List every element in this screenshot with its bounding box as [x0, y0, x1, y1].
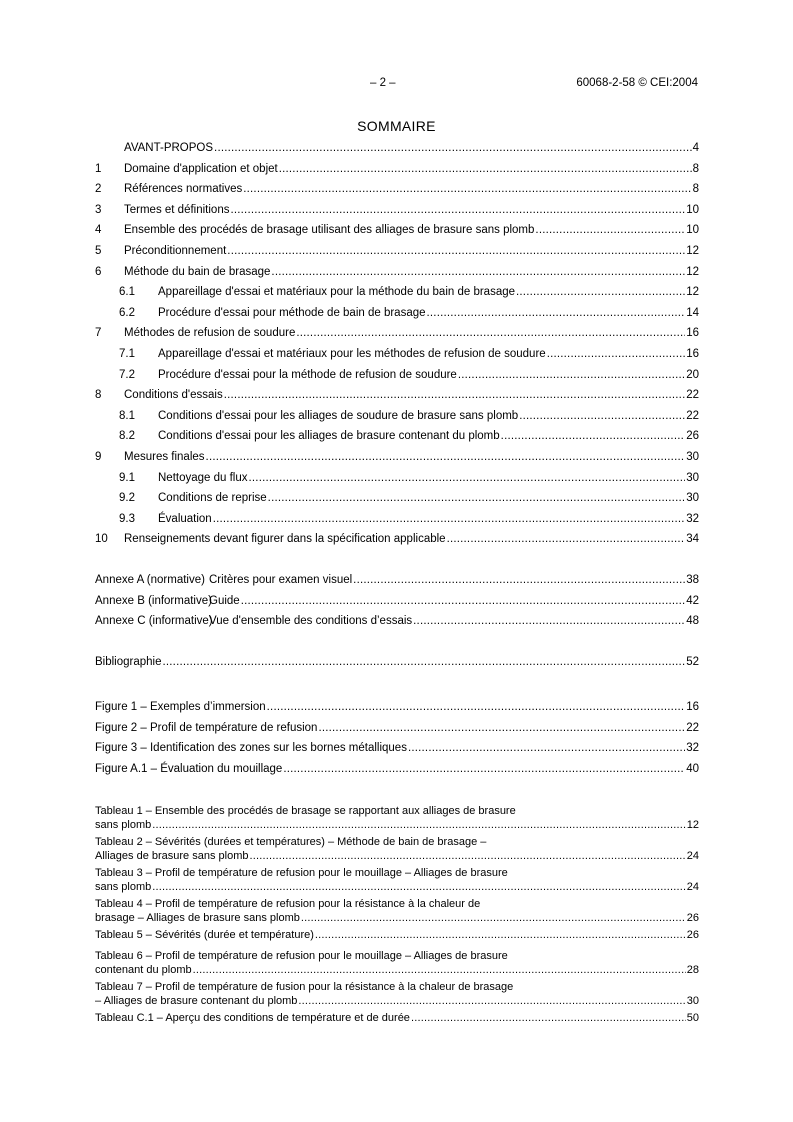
entry-page-number: 16 [686, 327, 699, 340]
annex-label: Annexe A (normative) [95, 574, 205, 586]
toc-table-entry[interactable] [95, 897, 699, 928]
page-title: SOMMAIRE [357, 118, 436, 134]
dot-leader [535, 223, 685, 237]
toc-subentry[interactable] [95, 471, 699, 492]
dot-leader [249, 849, 685, 863]
entry-title: Figure 1 – Exemples d’immersion [95, 701, 266, 713]
toc-bibliography [95, 655, 699, 676]
toc-subentry[interactable] [95, 347, 699, 368]
entry-title: Tableau C.1 – Aperçu des conditions de température et de durée [95, 1011, 410, 1024]
entry-title: Guide [209, 594, 240, 607]
entry-page-number: 38 [686, 574, 699, 586]
entry-title: Procédure d'essai pour la méthode de refusion de soudure [158, 368, 457, 381]
dot-leader [447, 532, 686, 546]
entry-number: 9.1 [119, 471, 135, 484]
dot-leader [516, 285, 685, 299]
entry-page-number: 14 [686, 306, 699, 319]
dot-leader [501, 429, 686, 443]
toc-bibliography-entry[interactable] [95, 655, 699, 676]
entry-number: 5 [95, 244, 102, 257]
entry-page-number: 30 [686, 492, 699, 505]
dot-leader [152, 880, 685, 894]
annex-label: Annexe C (informative) [95, 615, 213, 628]
entry-title: Références normatives [124, 183, 243, 196]
entry-page-number: 10 [686, 224, 699, 237]
toc-figure-entry[interactable] [95, 741, 699, 762]
entry-title: Vue d'ensemble des conditions d’essais [209, 615, 413, 628]
entry-title: Figure 2 – Profil de température de refusion [95, 721, 318, 734]
dot-leader [547, 347, 686, 361]
entry-page-number: 22 [686, 721, 699, 734]
entry-page-number: 52 [686, 656, 699, 668]
toc-entry[interactable] [95, 326, 699, 347]
dot-leader [241, 594, 686, 608]
entry-number: 8 [95, 389, 102, 402]
entry-title: Bibliographie [95, 656, 162, 668]
dot-leader [163, 655, 686, 669]
dot-leader [458, 368, 685, 382]
entry-title: Termes et définitions [124, 203, 230, 216]
dot-leader [427, 306, 686, 320]
entry-number: 1 [95, 162, 102, 175]
toc-table-entry[interactable] [95, 1011, 699, 1032]
entry-page-number: 12 [686, 244, 699, 257]
entry-page-number: 26 [686, 929, 699, 941]
toc-table-entry[interactable] [95, 835, 699, 866]
entry-number: 8.2 [119, 430, 135, 443]
toc-entry[interactable] [95, 203, 699, 224]
entry-number: 8.1 [119, 409, 135, 422]
entry-page-number: 4 [692, 142, 699, 154]
document-reference: 60068-2-58 © CEI:2004 [576, 77, 698, 89]
toc-entry[interactable] [95, 244, 699, 265]
dot-leader [243, 182, 691, 196]
entry-title: Préconditionnement [124, 244, 227, 257]
entry-title: AVANT-PROPOS [124, 142, 214, 154]
toc-figure-list [95, 700, 699, 782]
toc-figure-entry[interactable] [95, 721, 699, 742]
entry-page-number: 32 [686, 742, 699, 755]
entry-title: Figure A.1 – Évaluation du mouillage [95, 762, 283, 775]
entry-title: Méthode du bain de brasage [124, 265, 271, 278]
dot-leader [230, 203, 685, 217]
dot-leader [296, 326, 685, 340]
toc-subentry[interactable] [95, 368, 699, 389]
entry-number: 2 [95, 183, 102, 196]
entry-page-number: 42 [686, 594, 699, 607]
entry-page-number: 12 [686, 286, 699, 299]
entry-number: 7 [95, 327, 102, 340]
entry-title: Appareillage d'essai et matériaux pour la méthode du bain de brasage [158, 286, 516, 299]
dot-leader [353, 573, 685, 587]
dot-leader [249, 471, 686, 485]
entry-page-number: 26 [686, 912, 699, 924]
entry-title: contenant du plomb [95, 963, 192, 976]
toc-figure-entry[interactable] [95, 700, 699, 721]
entry-title: Méthodes de refusion de soudure [124, 327, 296, 340]
toc-subentry[interactable] [95, 285, 699, 306]
entry-number: 3 [95, 203, 102, 216]
dot-leader [193, 963, 686, 977]
entry-title: Mesures finales [124, 450, 205, 463]
entry-page-number: 8 [692, 183, 699, 196]
entry-number: 4 [95, 224, 102, 237]
entry-title: Ensemble des procédés de brasage utilisant des alliages de brasure sans plomb [124, 224, 535, 237]
toc-annex-entry[interactable] [95, 614, 699, 635]
entry-title: brasage – Alliages de brasure sans plomb [95, 912, 300, 924]
toc-subentry[interactable] [95, 306, 699, 327]
entry-title: Domaine d'application et objet [124, 162, 278, 175]
entry-number: 6 [95, 265, 102, 278]
entry-page-number: 34 [686, 533, 699, 546]
toc-table-entry[interactable] [95, 928, 699, 949]
dot-leader [214, 141, 692, 155]
entry-number: 6.1 [119, 286, 135, 299]
entry-title: Conditions d'essai pour les alliages de soudure de brasure sans plomb [158, 409, 519, 422]
entry-title-line1: Tableau 1 – Ensemble des procédés de brasage se rapportant aux alliages de brasure [95, 805, 516, 817]
entry-page-number: 50 [686, 1011, 699, 1024]
entry-title: Nettoyage du flux [158, 471, 248, 484]
dot-leader [268, 491, 686, 505]
toc-table-entry[interactable] [95, 980, 699, 1011]
toc-annex-entry[interactable] [95, 594, 699, 615]
dot-leader [227, 244, 685, 258]
page-number-header: – 2 – [370, 77, 396, 89]
dot-leader [298, 994, 685, 1008]
entry-title: Figure 3 – Identification des zones sur les bornes métalliques [95, 742, 407, 755]
entry-page-number: 16 [686, 347, 699, 360]
entry-title: Conditions d'essai pour les alliages de brasure contenant du plomb [158, 430, 500, 443]
dot-leader [213, 512, 685, 526]
entry-title: Alliages de brasure sans plomb [95, 850, 249, 862]
annex-label: Annexe B (informative) [95, 594, 212, 607]
entry-title: Critères pour examen visuel [209, 574, 353, 586]
dot-leader [267, 700, 686, 714]
toc-table-entry[interactable] [95, 804, 699, 835]
entry-title: sans plomb [95, 819, 152, 831]
entry-number: 9.3 [119, 512, 135, 525]
entry-title: sans plomb [95, 881, 152, 893]
toc-main-list [95, 141, 699, 553]
entry-page-number: 30 [686, 471, 699, 484]
entry-page-number: 8 [692, 162, 699, 175]
toc-table-entry[interactable] [95, 949, 699, 980]
toc-subentry[interactable] [95, 491, 699, 512]
entry-page-number: 30 [686, 450, 699, 463]
dot-leader [271, 265, 685, 279]
entry-number: 7.2 [119, 368, 135, 381]
toc-entry[interactable] [95, 265, 699, 286]
dot-leader [318, 721, 685, 735]
entry-page-number: 16 [686, 701, 699, 713]
toc-table-list [95, 804, 699, 1031]
toc-entry[interactable] [95, 223, 699, 244]
toc-annex-entry[interactable] [95, 573, 699, 594]
entry-number: 7.1 [119, 347, 135, 360]
entry-number: 6.2 [119, 306, 135, 319]
entry-page-number: 22 [686, 409, 699, 422]
entry-page-number: 12 [686, 819, 699, 831]
dot-leader [279, 162, 692, 176]
entry-title-line1: Tableau 7 – Profil de température de fusion pour la résistance à la chaleur de brasage [95, 980, 514, 993]
entry-page-number: 26 [686, 430, 699, 443]
entry-title: Tableau 5 – Sévérités (durée et température) [95, 929, 314, 941]
entry-title: Appareillage d'essai et matériaux pour les méthodes de refusion de soudure [158, 347, 546, 360]
toc-subentry[interactable] [95, 409, 699, 430]
entry-page-number: 10 [686, 203, 699, 216]
entry-number: 9 [95, 450, 102, 463]
entry-title-line1: Tableau 3 – Profil de température de refusion pour le mouillage – Alliages de brasure [95, 867, 508, 879]
dot-leader [224, 388, 685, 402]
entry-title: Renseignements devant figurer dans la spécification applicable [124, 533, 446, 546]
entry-title-line1: Tableau 4 – Profil de température de refusion pour la résistance à la chaleur de [95, 898, 481, 910]
entry-title: – Alliages de brasure contenant du plomb [95, 994, 298, 1007]
dot-leader [152, 818, 685, 832]
dot-leader [413, 614, 685, 628]
dot-leader [315, 928, 686, 942]
entry-page-number: 48 [686, 615, 699, 628]
dot-leader [519, 409, 685, 423]
dot-leader [283, 762, 685, 776]
entry-title: Conditions de reprise [158, 492, 267, 505]
entry-title: Procédure d'essai pour méthode de bain de brasage [158, 306, 426, 319]
entry-page-number: 24 [686, 881, 699, 893]
dot-leader [301, 911, 686, 925]
entry-page-number: 12 [686, 265, 699, 278]
entry-page-number: 20 [686, 368, 699, 381]
toc-entry[interactable] [95, 141, 699, 162]
entry-number: 10 [95, 533, 108, 546]
entry-title-line1: Tableau 2 – Sévérités (durées et températures) – Méthode de bain de brasage – [95, 836, 487, 848]
entry-page-number: 28 [686, 963, 699, 976]
entry-page-number: 24 [686, 850, 699, 862]
toc-entry[interactable] [95, 532, 699, 553]
entry-page-number: 30 [686, 994, 699, 1007]
entry-title: Évaluation [158, 512, 212, 525]
entry-number: 9.2 [119, 492, 135, 505]
entry-page-number: 32 [686, 512, 699, 525]
toc-subentry[interactable] [95, 429, 699, 450]
toc-entry[interactable] [95, 450, 699, 471]
toc-annex-list [95, 573, 699, 635]
toc-entry[interactable] [95, 388, 699, 409]
dot-leader [411, 1011, 686, 1025]
toc-figure-entry[interactable] [95, 762, 699, 783]
toc-table-entry[interactable] [95, 866, 699, 897]
entry-title-line1: Tableau 6 – Profil de température de refusion pour le mouillage – Alliages de brasure [95, 949, 508, 962]
dot-leader [408, 741, 685, 755]
entry-page-number: 22 [686, 389, 699, 402]
entry-title: Conditions d'essais [124, 389, 223, 402]
entry-page-number: 40 [686, 762, 699, 775]
toc-subentry[interactable] [95, 512, 699, 533]
toc-entry[interactable] [95, 162, 699, 183]
toc-entry[interactable] [95, 182, 699, 203]
dot-leader [206, 450, 686, 464]
